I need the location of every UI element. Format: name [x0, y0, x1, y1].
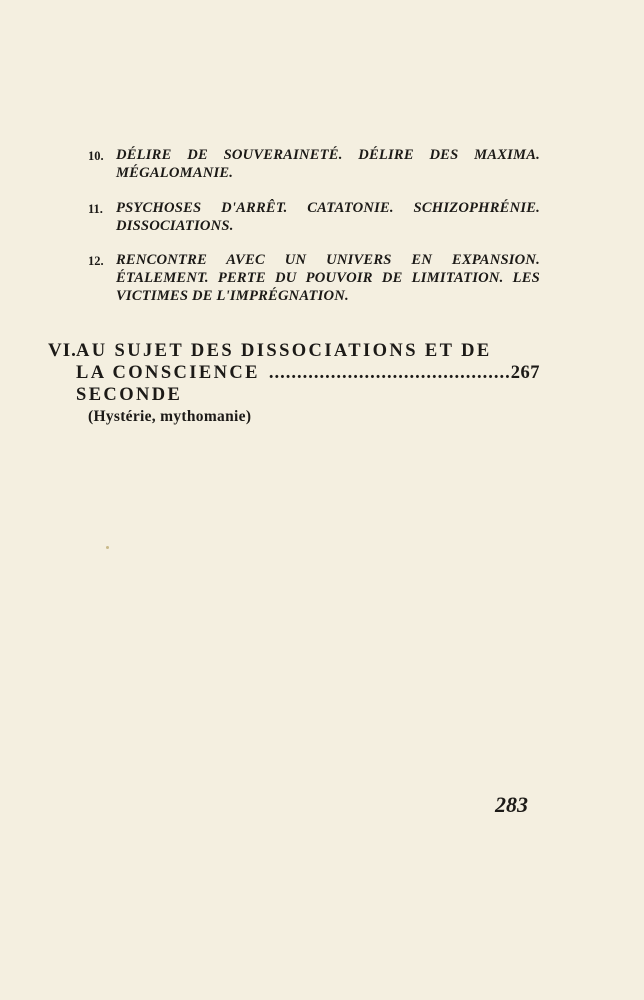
dot-leader: ........................................... — [268, 363, 511, 383]
entry-text: RENCONTRE AVEC UN UNIVERS EN EXPANSION. ÉTALEMENT. PERTE DU POUVOIR DE LIMITATION. LES VICTIMES DE L'IMPRÉGNATION. — [116, 252, 540, 304]
entry-number: 10. — [88, 149, 104, 163]
section-title-line2-row — [76, 362, 540, 406]
entry-number: 11. — [88, 202, 103, 216]
section-title-line1: AU SUJET DES DISSOCIATIONS ET DE — [76, 341, 492, 361]
entry-text: DÉLIRE DE SOUVERAINETÉ. DÉLIRE DES MAXIMA. MÉGALOMANIE. — [116, 147, 540, 181]
section-number: VI. — [48, 340, 77, 361]
toc-entry-12 — [88, 251, 540, 305]
section-title-line2: LA CONSCIENCE SECONDE — [76, 363, 260, 405]
toc-entry-10 — [88, 146, 540, 182]
page-folio: 283 — [495, 792, 528, 817]
toc-entry-11 — [88, 199, 540, 235]
section-page-number: 267 — [510, 363, 540, 383]
paper-speck — [106, 546, 109, 549]
entry-text: PSYCHOSES D'ARRÊT. CATATONIE. SCHIZOPHRÉNIE. DISSOCIATIONS. — [116, 200, 540, 234]
entry-number: 12. — [88, 254, 104, 268]
toc-section-vi — [48, 340, 540, 426]
section-subtitle: (Hystérie, mythomanie) — [88, 408, 252, 425]
